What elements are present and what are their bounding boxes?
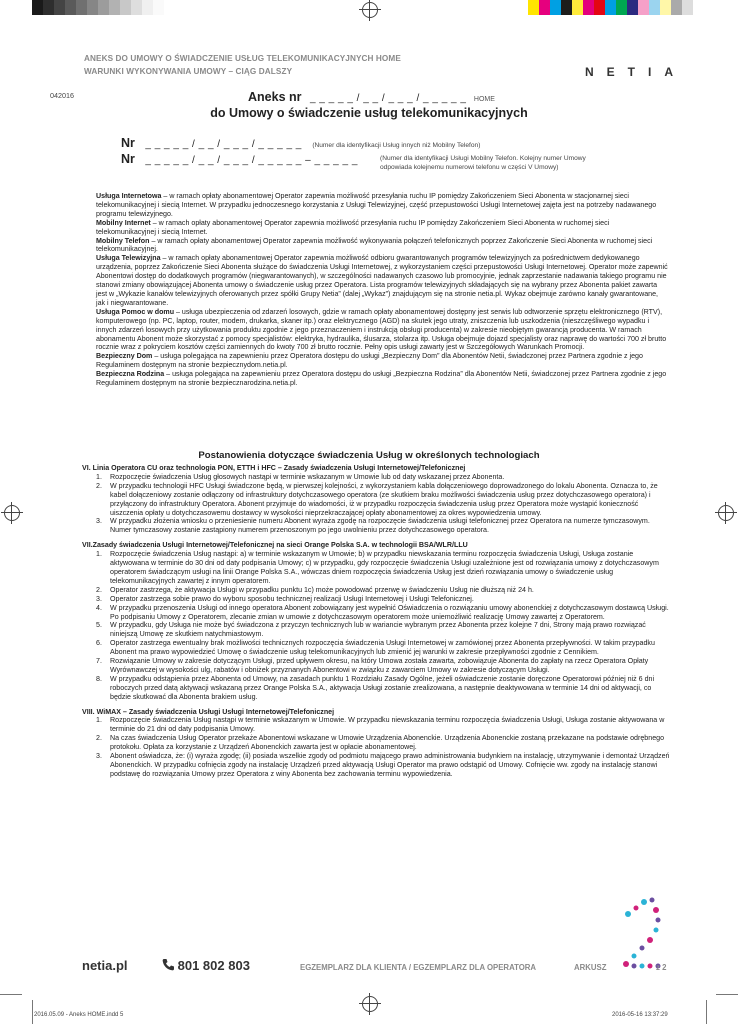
list-item-number: 1. xyxy=(96,550,102,559)
definition-text: – usługa ubezpieczenia od zdarzeń losowych, gdzie w ramach opłaty abonamentowej dostępny jest serwis lub odtworzenie sprzętu elektronicznego (RTV), komputerowego (np. PC, laptop, router, modem, drukarka, skaner itp.) oraz elektrycznego (AGD) na skutek jego utraty, zniszczenia lub uszkodzenia (nieszczęśliwego wypadku i innych zdarzeń losowych przy użytkowania produktu zgodnie z jego przeznaczeniem i instrukcją obsługi producenta) w zakresie nieobjętym gwarancją producenta. W ramach abonamentu Abonent może skorzystać z pomocy specjalistów: elektryka, hydraulika, ślusarza, stolarza itp. Usługa obejmuje dojazd specjalisty oraz naprawę do wartości 700 zł brutto rocznie wraz z pokryciem kosztów części zamiennych do kwoty 700 zł brutto rocznie. Pełny opis usługi zawarty jest w Szczegółowych Warunkach Promocji. xyxy=(96,307,667,352)
list-item-text: Rozwiązanie Umowy w zakresie dotyczącym Usługi, przed upływem okresu, na który Umowa została zawarta, zobowiązuje Abonenta do zapłaty na rzecz Operatora Opłaty Wyrównawczej w wysokości ulg, rabatów i obniżek przyznanych Abonentowi w związku z zawarciem Umowy w zakresie dotyczącym Usługi. xyxy=(110,657,649,674)
registration-mark-left xyxy=(4,505,20,521)
definition-paragraph xyxy=(96,370,668,388)
aneks-label: Aneks nr xyxy=(248,90,302,104)
section-heading: VII.Zasady świadczenia Usługi Internetowej/Telefonicznej na sieci Orange Polska S.A. w technologii BSA/WLR/LLU xyxy=(82,541,468,550)
list-item xyxy=(96,675,670,702)
definition-term: Mobilny Telefon xyxy=(96,236,150,245)
list-item-text: Rozpoczęcie świadczenia Usług nastąpi w terminie wskazanym w Umowie. W przypadku niewskazania terminu rozpoczęcia świadczenia Usługi, Usługa zostanie aktywowana w terminie do 21 dni od daty podpisania Umowy. xyxy=(110,716,665,734)
definition-term: Bezpieczna Rodzina xyxy=(96,370,165,379)
footer-sheet-label: ARKUSZ xyxy=(574,963,607,972)
footer-page: z 2 xyxy=(656,963,667,972)
list-item-number: 2. xyxy=(96,481,102,490)
list-item-number: 4. xyxy=(96,603,102,612)
indd-file-name: 2016.05.09 - Aneks HOME.indd 5 xyxy=(34,1012,124,1018)
definition-text: – w ramach opłaty abonamentowej Operator zapewnia możliwość wykonywania połączeń telefonicznych poprzez Zakończenie Sieci Abonenta w ruchomej sieci telekomunikacyjnej. xyxy=(96,236,653,254)
list-item xyxy=(96,716,670,734)
section-heading: VI. Linia Operatora CU oraz technologia PON, ETTH i HFC – Zasady świadczenia Usługi Internetowej/Telefonicznej xyxy=(82,464,466,472)
nr-label: Nr xyxy=(121,136,135,150)
list-item-text: Rozpoczęcie świadczenia Usług nastąpi: a) w terminie wskazanym w Umowie; b) w przypadku niewskazania terminu rozpoczęcia świadczenia Usługi, Usługa zostanie aktywowana w terminie do 30 dni od daty podpisania Umowy; c) w przypadku, gdy rozpoczęcie świadczenia Usługi uzależnione jest od rozwiązania umowy z dotychczasowym operatorem świadczącym usługi na linii Orange Polska S.A., wówczas dniem rozpoczęcia świadczenia Usług jest dzień rozwiązania umowy o świadczenie usług telekomunikacyjnych zawartej z innym operatorem. xyxy=(110,550,659,585)
list-item-text: Operator zastrzega sobie prawo do wyboru sposobu technicznej realizacji Usługi Internetowej i Usługi Telefonicznej. xyxy=(110,594,474,603)
list-item-number: 1. xyxy=(96,472,102,481)
list-item-text: Abonent oświadcza, że: (i) wyraża zgodę; (ii) posiada wszelkie zgody od podmiotu mającego prawo administrowania budynkiem na instalację, utrzymywanie i demontaż Urządzeń Abonenckich. W przypadku cofnięcia zgody na instalację Urządzeń przed aktywacją Usługi Operator ma prawo odstąpić od Umowy. Cofnięcie ww. zgody na instalację stanowi podstawę do rozwiązania Umowy przez Operatora z winy Abonenta bez zachowania terminu wypowiedzenia. xyxy=(110,752,670,778)
list-item xyxy=(96,473,670,482)
contract-number-2 xyxy=(121,150,358,168)
netia-logo: NETIA xyxy=(585,65,686,79)
definition-text: – w ramach opłaty abonamentowej Operator zapewnia możliwość odbioru gwarantowanych programów telewizyjnych za pośrednictwem dedykowanego urządzenia, poprzez Zakończenie Sieci Abonenta służące do świadczenia Usługi Internetowej, z wykorzystaniem części przepustowości Usługi Internetowej. Operator może zapewnić Abonentowi dostęp do dodatkowych programów (niegwarantowanych), w szczególności nadawanych czasowo lub promocyjnie, jednak zaprzestanie nadawania takiego programu nie stanowi zmiany obowiązującej Abonenta umowy o świadczenie usług przez Operatora. Lista programów telewizyjnych składających się na wybrany przez Abonenta pakiet zawarta jest w „Wykazie kanałów telewizyjnych oferowanych przez spółki Grupy Netia” (dalej „Wykaz”) znajdującym się na stronie netia.pl. Wykaz obejmuje zarówno kanały gwarantowane, jak i niegwarantowane. xyxy=(96,254,668,307)
definition-term: Usługa Pomoc w domu xyxy=(96,307,175,316)
document-subtitle: do Umowy o świadczenie usług telekomunikacyjnych xyxy=(210,106,528,120)
registration-mark-right xyxy=(718,505,734,521)
list-item-text: Na czas świadczenia Usług Operator przekaże Abonentowi wskazane w Umowie Urządzenia Abonenckie. Urządzenia Abonenckie zostaną przekazane na podstawie odrębnego protokołu. Opłata za korzystanie z Urządzeń Abonenckich zawarta jest w opłacie abonamentowej. xyxy=(110,734,665,752)
list-item-number: 3. xyxy=(96,752,102,761)
list-item-text: W przypadku technologii HFC Usługi świadczone będą, w pierwszej kolejności, z wykorzystaniem kabla dołączeniowego doprowadzonego do lokalu Abonenta. Oznacza to, że kabel dołączeniowy zostanie odłączony od infrastruktury dotychczasowego operatora (ze skutkiem braku możliwości świadczenia usług przez dotychczasowego operatora) i przyłączony do infrastruktury Operatora. Abonent przyjmuje do wiadomości, iż w przypadku rozpoczęcia świadczenia usług przez Operatora może wystąpić konieczność uiszczenia opłaty u dotychczasowemu dostawcy w wysokości nieprzekraczającej opłaty abonamentowej za okres wypowiedzenia umowy. xyxy=(110,481,658,517)
section-title: Postanowienia dotyczące świadczenia Usług w określonych technologiach xyxy=(198,450,540,461)
list-item xyxy=(96,604,670,622)
list-item-text: W przypadku odstąpienia przez Abonenta od Umowy, na zasadach punktu 1 Rozdziału Zasady Ogólne, jeżeli oświadczenie zostanie doręczone Operatorowi później niż 6 dni roboczych przed datą aktywacji wskazaną przez Orange Polska S.A., aktywacja Usługi zostanie zrealizowana, a następnie deaktywowana w terminie 14 dni od aktywacji, co będzie skutkować dla Abonenta brakiem usług. xyxy=(110,674,655,701)
list-item-text: Rozpoczęcie świadczenia Usług głosowych nastąpi w terminie wskazanym w Umowie lub od daty wskazanej przez Abonenta. xyxy=(110,472,505,481)
list-item-text: W przypadku przenoszenia Usługi od innego operatora Abonent zobowiązany jest wypełnić Oświadczenia o rozwiązaniu umowy abonenckiej z dotychczasowym dostawcą Usługi. Po podpisaniu Umowy z Operatorem, zlecanie zmian w umowie z dotychczasowym operatorem może uniemożliwić realizację Umowy zawartej z Operatorem. xyxy=(110,603,669,621)
contract-number-1-note: (Numer dla identyfikacji Usług innych niż Mobilny Telefon) xyxy=(312,142,481,149)
crop-mark xyxy=(716,994,738,995)
header-line-2: WARUNKI WYKONYWANIA UMOWY – CIĄG DALSZY xyxy=(84,67,293,76)
list-item-number: 3. xyxy=(96,517,102,526)
list-item-number: 7. xyxy=(96,657,102,666)
technology-sections xyxy=(82,464,670,779)
definition-term: Usługa Telewizyjna xyxy=(96,254,161,263)
definition-term: Mobilny Internet xyxy=(96,218,151,227)
definition-term: Usługa Internetowa xyxy=(96,192,162,200)
numbered-list xyxy=(96,716,670,778)
list-item xyxy=(96,734,670,752)
list-item-number: 8. xyxy=(96,674,102,683)
list-item-text: Operator zastrzega ewentualny brak możliwości technicznych rozpoczęcia świadczenia Usługi Internetowej w zamówionej przez Abonenta przepływności. W takim przypadku Abonent ma prawo wypowiedzieć Umowę o świadczenie usług telekomunikacyjnych lub zmienić jej warunki w zakresie przepływności zgodnie z Cennikiem. xyxy=(110,639,655,657)
service-definitions xyxy=(96,192,668,388)
crop-mark xyxy=(32,1000,33,1024)
list-item-number: 6. xyxy=(96,639,102,648)
definition-paragraph xyxy=(96,192,668,219)
footer-brand: netia.pl xyxy=(82,958,128,973)
crop-mark xyxy=(706,1000,707,1024)
phone-icon xyxy=(162,958,174,971)
list-item-number: 2. xyxy=(96,585,102,594)
numbered-list xyxy=(96,473,670,535)
aneks-number-line xyxy=(248,88,495,106)
list-item xyxy=(96,657,670,675)
numbered-list xyxy=(96,550,670,701)
footer-copies: EGZEMPLARZ DLA KLIENTA / EGZEMPLARZ DLA OPERATORA xyxy=(300,963,537,972)
definition-paragraph xyxy=(96,308,668,353)
definition-text: – w ramach opłaty abonamentowej Operator zapewnia możliwość przesyłania ruchu IP pomiędzy Zakończeniem Sieci Abonenta w stacjonarnej sieci telekomunikacyjnej i siecią Internet. W przypadku jednoczesnego korzystania z Usługi Telewizyjnej, część przepustowości Usługi Internetowej zajęta jest na potrzeby nadawanego programu telewizyjnego. xyxy=(96,192,657,218)
list-item xyxy=(96,517,670,535)
document-code: 042016 xyxy=(50,91,74,100)
nr-label: Nr xyxy=(121,152,135,166)
definition-paragraph xyxy=(96,254,668,307)
definition-term: Bezpieczny Dom xyxy=(96,352,153,361)
aneks-number-field[interactable]: _ _ _ _ _ / _ _ / _ _ _ / _ _ _ _ _ xyxy=(309,93,467,104)
list-item-number: 2. xyxy=(96,734,102,743)
list-item xyxy=(96,639,670,657)
definition-paragraph xyxy=(96,219,668,237)
print-timestamp: 2016-05-16 13:37:29 xyxy=(612,1012,668,1018)
contract-number-2-field[interactable]: _ _ _ _ _ / _ _ / _ _ _ / _ _ _ _ _ – _ _ _ _ _ xyxy=(145,155,358,166)
footer-phone: 801 802 803 xyxy=(162,958,250,973)
definition-paragraph xyxy=(96,237,668,255)
list-item xyxy=(96,482,670,518)
header-line-1: ANEKS DO UMOWY O ŚWIADCZENIE USŁUG TELEKOMUNIKACYJNYCH HOME xyxy=(84,54,401,63)
list-item xyxy=(96,621,670,639)
crop-mark xyxy=(0,994,22,995)
cmyk-color-bar xyxy=(528,0,693,15)
list-item-number: 3. xyxy=(96,594,102,603)
list-item-text: W przypadku złożenia wniosku o przeniesienie numeru Abonent wyraża zgodę na rozpoczęcie świadczenia usługi telefonicznej przez Operatora na numerze tymczasowym. Numer tymczasowy zostanie zastąpiony numerem przenoszonym po jego uwolnieniu przez dotychczasowego operatora. xyxy=(110,517,650,535)
definition-text: – usługa polegająca na zapewnieniu przez Operatora dostępu do usługi „Bezpieczny Dom” dla Abonentów Netii, świadczonej przez Partnera zgodnie z jego Regulaminem dostępnym na stronie bezpiecznydom.netia.pl. xyxy=(96,352,643,370)
list-item-text: W przypadku, gdy Usługa nie może być świadczona z przyczyn technicznych lub w wariancie wybranym przez Abonenta przez kolejne 7 dni, Strony mają prawo rozwiązać niniejszą Umowę ze skutkiem natychmiastowym. xyxy=(110,621,646,639)
list-item xyxy=(96,752,670,779)
list-item-text: Operator zastrzega, że aktywacja Usługi w przypadku punktu 1c) może powodować przerwę w świadczeniu Usług nie dłuższą niż 24 h. xyxy=(110,585,534,594)
section-heading: VIII. WiMAX – Zasady świadczenia Usługi Usługi Internetowej/Telefonicznej xyxy=(82,707,335,716)
list-item-number: 5. xyxy=(96,621,102,630)
contract-number-1-field[interactable]: _ _ _ _ _ / _ _ / _ _ _ / _ _ _ _ _ xyxy=(145,139,302,150)
definition-paragraph xyxy=(96,352,668,370)
contract-number-2-note: (Numer dla identyfikacji Usługi Mobilny Telefon. Kolejny numer Umowy odpowiada kolejnemu numerowi telefonu w części V Umowy) xyxy=(380,155,586,171)
definition-text: – w ramach opłaty abonamentowej Operator zapewnia możliwość przesyłania ruchu IP pomiędzy Zakończeniem Sieci Abonenta w ruchomej sieci telekomunikacyjnej i siecią Internet. xyxy=(96,218,610,236)
list-item xyxy=(96,595,670,604)
list-item xyxy=(96,586,670,595)
registration-mark-top xyxy=(362,2,378,18)
list-item xyxy=(96,550,670,586)
aneks-suffix: HOME xyxy=(473,96,495,103)
grey-color-bar xyxy=(32,0,164,15)
list-item-number: 1. xyxy=(96,716,102,725)
registration-mark-bottom xyxy=(362,996,378,1012)
definition-text: – usługa polegająca na zapewnieniu przez Operatora dostępu do usługi „Bezpieczna Rodzina” dla Abonentów Netii, świadczonej przez Partnera zgodnie z jego Regulaminem dostępnym na stronie bezpiecznarodzina.netia.pl. xyxy=(96,370,667,388)
